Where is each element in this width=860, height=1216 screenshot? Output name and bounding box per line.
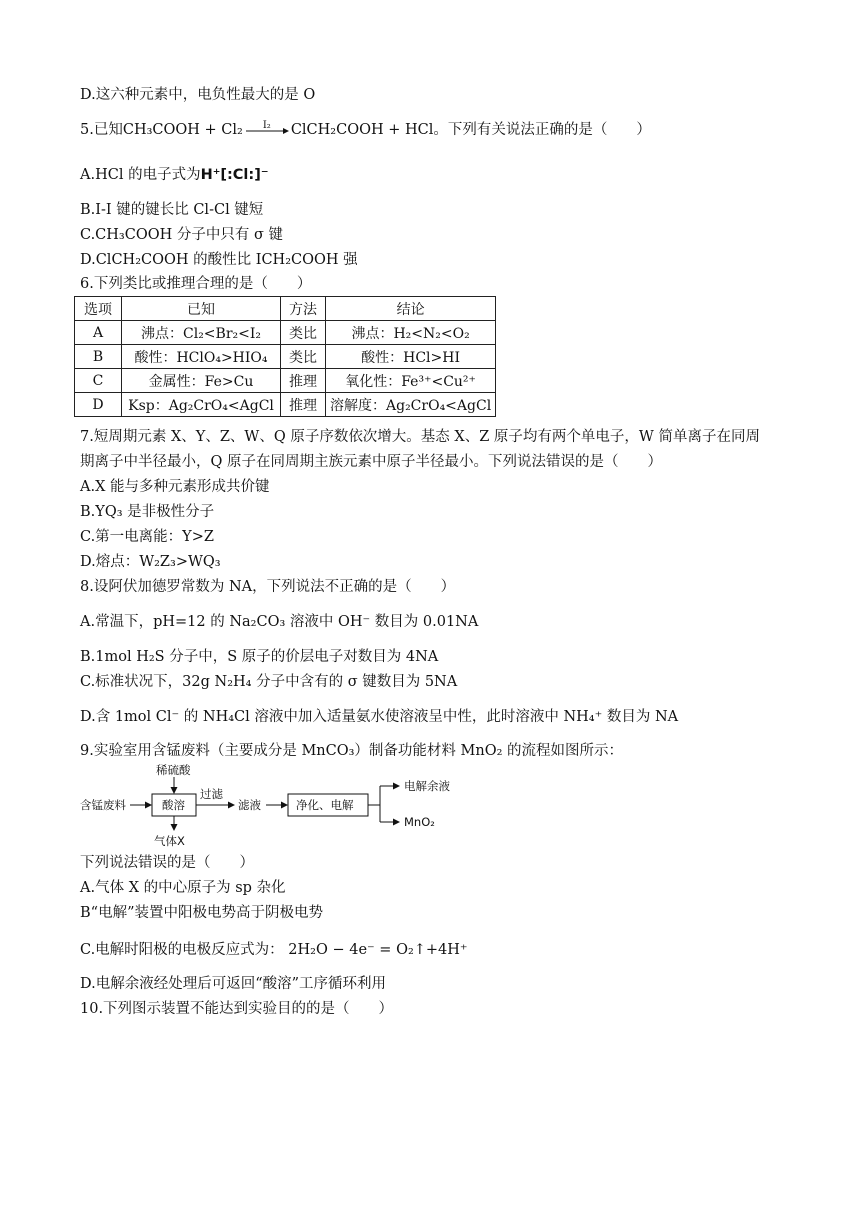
flow-reagent: 稀硫酸 <box>156 764 191 777</box>
table-cell: 推理 <box>281 393 326 417</box>
q5-option-a-prefix: A.HCl 的电子式为 <box>80 167 201 183</box>
q5-eq-left: CH₃COOH + Cl₂ <box>122 122 243 138</box>
table-cell: D <box>75 393 122 417</box>
q7-option-c: C.第一电离能：Y>Z <box>80 529 214 545</box>
q7-stem-line2: 期离子中半径最小，Q 原子在同周期主族元素中原子半径最小。下列说法错误的是（ ） <box>80 454 662 470</box>
table-cell: 类比 <box>281 321 326 345</box>
q7-option-d: D.熔点：W₂Z₃>WQ₃ <box>80 554 221 570</box>
q5-option-b: B.I-I 键的键长比 Cl-Cl 键短 <box>80 202 264 218</box>
q7-stem-line1: 7.短周期元素 X、Y、Z、W、Q 原子序数依次增大。基态 X、Z 原子均有两个单电子，W 简单离子在同周 <box>80 429 760 445</box>
q8-option-c: C.标准状况下，32g N₂H₄ 分子中含有的 σ 键数目为 5NA <box>80 674 458 690</box>
flow-feed: 含锰废料 <box>80 798 126 812</box>
header-cell: 选项 <box>75 297 122 321</box>
q9-stem: 9.实验室用含锰废料（主要成分是 MnCO₃）制备功能材料 MnO₂ 的流程如图所示： <box>80 743 624 759</box>
header-cell: 结论 <box>326 297 496 321</box>
table-row <box>75 345 496 369</box>
flow-out1: 电解余液 <box>404 779 450 793</box>
table-cell: 类比 <box>281 345 326 369</box>
q9-flow-diagram <box>80 764 480 852</box>
table-cell: C <box>75 369 122 393</box>
flow-filtrate: 滤液 <box>238 798 261 812</box>
q6-table <box>74 296 496 417</box>
q5-stem-prefix: 5.已知 <box>80 122 123 138</box>
q9-question: 下列说法错误的是（ ） <box>80 855 254 871</box>
q9-option-c-prefix: C.电解时阳极的电极反应式为： <box>80 942 284 958</box>
q5-stem-suffix: 。下列有关说法正确的是（ ） <box>433 122 651 138</box>
table-cell: 氧化性：Fe³⁺<Cu²⁺ <box>326 369 496 393</box>
table-cell: 酸性：HCl>HI <box>326 345 496 369</box>
flow-out2: MnO₂ <box>404 815 435 829</box>
q7-option-a: A.X 能与多种元素形成共价键 <box>80 479 270 495</box>
header-cell: 已知 <box>122 297 281 321</box>
q5-eq-right: ClCH₂COOH + HCl <box>290 122 434 138</box>
flow-step1: 酸溶 <box>162 798 185 812</box>
table-cell: Ksp：Ag₂CrO₄<AgCl <box>122 393 281 417</box>
q6-stem: 6.下列类比或推理合理的是（ ） <box>80 276 312 292</box>
q9-option-b: B“电解”装置中阳极电势高于阴极电势 <box>80 905 323 921</box>
flow-step2: 净化、电解 <box>296 798 354 812</box>
q5-option-a <box>80 165 268 185</box>
q5-option-c: C.CH₃COOH 分子中只有 σ 键 <box>80 227 283 243</box>
table-row <box>75 393 496 417</box>
header-cell: 方法 <box>281 297 326 321</box>
table-cell: 沸点：Cl₂<Br₂<I₂ <box>122 321 281 345</box>
q9-option-c <box>80 940 468 960</box>
q8-option-b: B.1mol H₂S 分子中，S 原子的价层电子对数目为 4NA <box>80 649 439 665</box>
q5-reaction-arrow <box>245 120 289 140</box>
flow-gas: 气体X <box>154 834 185 848</box>
table-cell: 金属性：Fe>Cu <box>122 369 281 393</box>
q8-stem: 8.设阿伏加德罗常数为 NA，下列说法不正确的是（ ） <box>80 579 456 595</box>
table-row <box>75 321 496 345</box>
table-cell: 推理 <box>281 369 326 393</box>
q4-option-d: D.这六种元素中，电负性最大的是 O <box>80 87 316 103</box>
q5-catalyst: I₂ <box>262 120 271 131</box>
flow-op: 过滤 <box>200 787 223 801</box>
arrow-right-icon <box>245 128 289 134</box>
q8-option-a: A.常温下，pH=12 的 Na₂CO₃ 溶液中 OH⁻ 数目为 0.01NA <box>80 614 479 630</box>
q9-option-d: D.电解余液经处理后可返回“酸溶”工序循环利用 <box>80 976 387 992</box>
q5-option-d: D.ClCH₂COOH 的酸性比 ICH₂COOH 强 <box>80 252 358 268</box>
table-cell: 溶解度：Ag₂CrO₄<AgCl <box>326 393 496 417</box>
q7-option-b: B.YQ₃ 是非极性分子 <box>80 504 215 520</box>
q9-option-a: A.气体 X 的中心原子为 sp 杂化 <box>80 880 286 896</box>
table-cell: B <box>75 345 122 369</box>
hcl-electron-formula: H⁺[:Cl:]⁻ <box>200 167 269 183</box>
table-row <box>75 369 496 393</box>
table-cell: A <box>75 321 122 345</box>
q5-stem <box>80 120 651 140</box>
q10-stem: 10.下列图示装置不能达到实验目的的是（ ） <box>80 1001 394 1017</box>
table-header-row <box>75 297 496 321</box>
table-cell: 酸性：HClO₄>HIO₄ <box>122 345 281 369</box>
table-cell: 沸点：H₂<N₂<O₂ <box>326 321 496 345</box>
q9-option-c-equation: 2H₂O − 4e⁻ = O₂↑+4H⁺ <box>288 942 468 958</box>
q8-option-d: D.含 1mol Cl⁻ 的 NH₄Cl 溶液中加入适量氨水使溶液呈中性，此时溶液中 NH₄⁺ 数目为 NA <box>80 709 679 725</box>
